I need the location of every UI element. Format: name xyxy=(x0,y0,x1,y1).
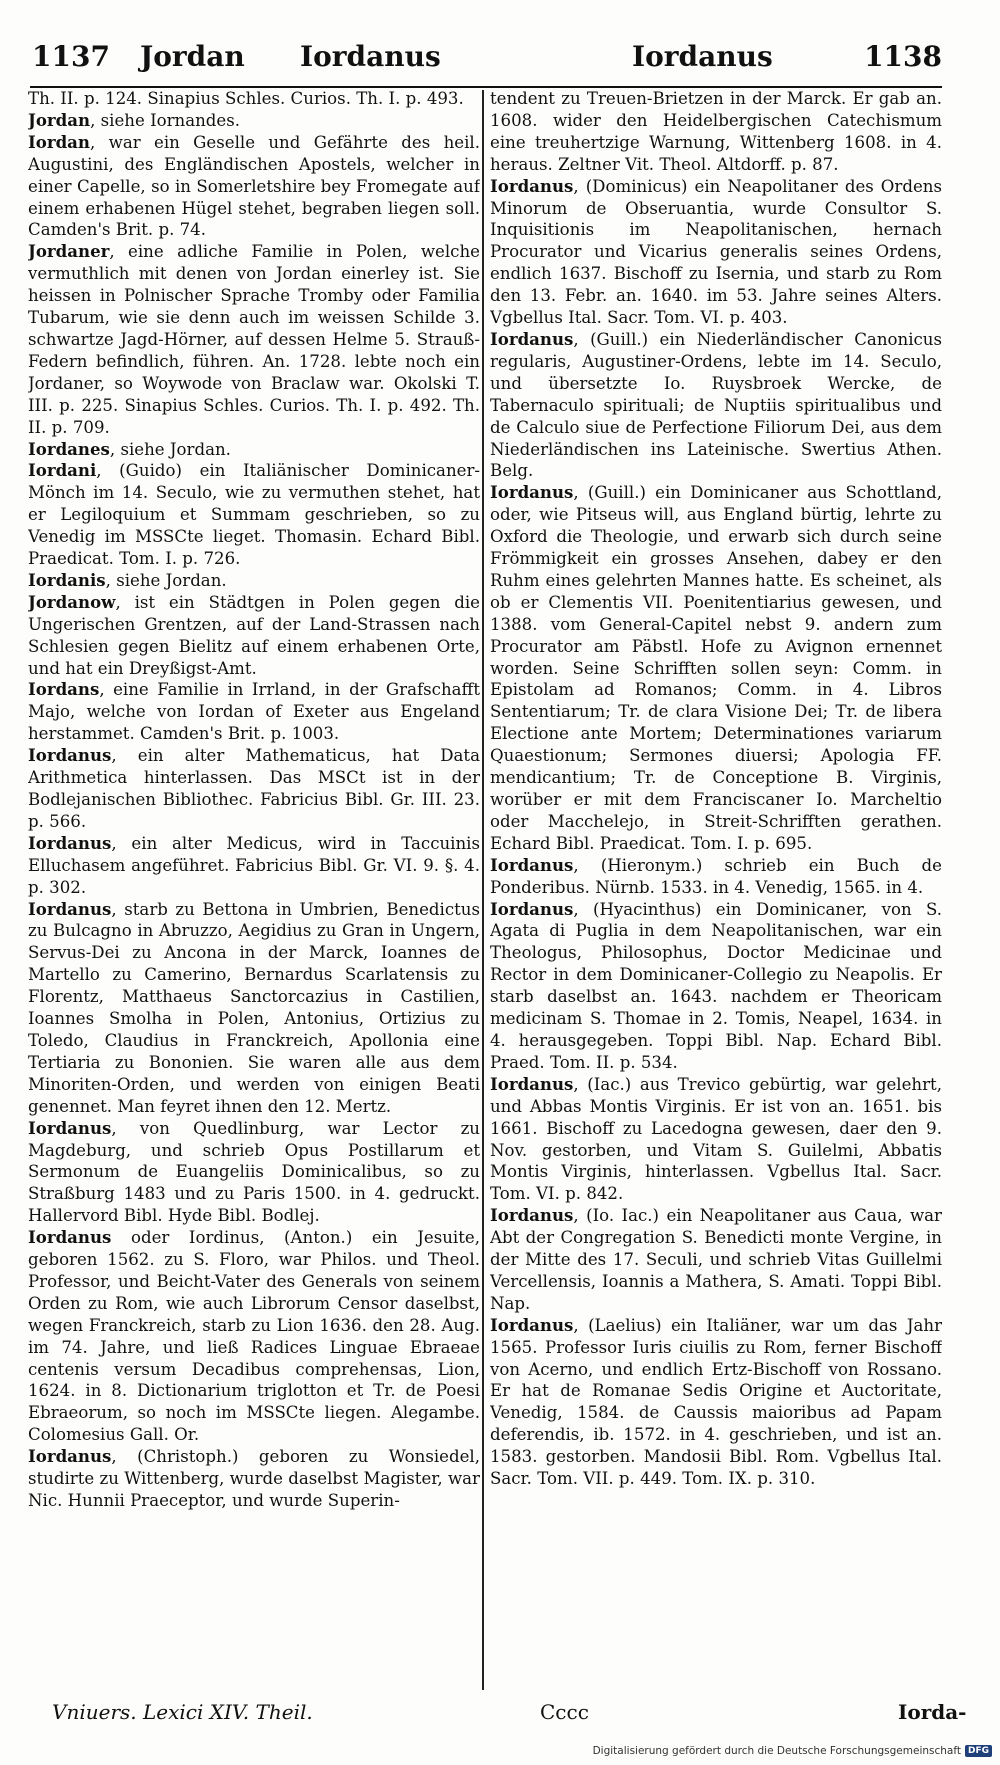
entry-text: , (Guill.) ein Niederländischer Canonicus regularis, Augustiner-Ordens, lebte im 14. Seculo, und übersetzte Io. Ruysbroek Wercke, de Tabernaculo spirituali; de Nuptiis spiritualibus und de Calculo siue de Perfectione Filiorum Dei, aus dem Niederländischen ins Lateinische. Swertius Athen. Belg. xyxy=(490,329,942,481)
entry-text: , (Hyacinthus) ein Dominicaner, von S. Agata di Puglia in dem Neapolitanischen, war ein Theologus, Philosophus, Doctor Medicinae und Rector in dem Dominicaner-Collegio zu Neapolis. Er starb daselbst an. 1643. nachdem er Theoricam medicinam S. Thomae in 2. Tomis, Neapel, 1634. in 4. herausgegeben. Toppi Bibl. Nap. Echard Bibl. Praed. Tom. II. p. 534. xyxy=(490,899,942,1072)
entry-text: , ist ein Städtgen in Polen gegen die Ungerischen Grentzen, auf der Land-Strassen nach Schlesien gegen Bielitz auf einem erhabenen Orte, und hat ein Dreyßigst-Amt. xyxy=(28,592,480,678)
dictionary-entry xyxy=(490,1074,942,1205)
dictionary-entry xyxy=(28,1446,480,1512)
entry-text: , siehe Jordan. xyxy=(109,439,231,459)
entry-text: , (Christoph.) geboren zu Wonsiedel, studirte zu Wittenberg, wurde daselbst Magister, war Nic. Hunnii Praeceptor, und wurde Superin- xyxy=(28,1447,480,1510)
dictionary-entry xyxy=(490,482,942,854)
entry-text: Th. II. p. 124. Sinapius Schles. Curios. Th. I. p. 493. xyxy=(28,89,464,108)
dictionary-entry xyxy=(28,592,480,680)
entry-text: , (Guido) ein Italiänischer Dominicaner-Mönch im 14. Seculo, wie zu vermuthen stehet, hat er Legiloquium et Summam geschrieben, so zu Venedig im MSSCte lieget. Thomasin. Echard Bibl. Praedicat. Tom. I. p. 726. xyxy=(28,461,480,569)
dictionary-entry xyxy=(490,88,942,176)
entry-text: , (Io. Iac.) ein Neapolitaner aus Caua, war Abt der Congregation S. Benedicti monte Vergine, in der Mitte des 17. Seculi, und schrieb Vitas Guillelmi Vercellensis, Ioannis a Mathera, S. Amati. Toppi Bibl. Nap. xyxy=(490,1206,942,1313)
dictionary-entry xyxy=(490,176,942,329)
catchword: Iorda- xyxy=(898,1700,967,1724)
entry-headword: Iordanus xyxy=(490,328,574,349)
dictionary-entry xyxy=(28,679,480,745)
signature-mark: Cccc xyxy=(540,1700,589,1724)
entry-text: , (Laelius) ein Italiäner, war um das Jahr 1565. Professor Iuris ciuilis zu Rom, ferner Bischoff von Acerno, und endlich Ertz-Bischoff von Rossano. Er hat de Romanae Sedis Origine et Auctoritate, Venedig, 1584. de Caussis maioribus ad Papam deferendis, ib. 1572. in 4. geschrieben, und ist an. 1583. gestorben. Mandosii Bibl. Rom. Vgbellus Ital. Sacr. Tom. VII. p. 449. Tom. IX. p. 310. xyxy=(490,1315,942,1489)
entry-headword: Iordanus xyxy=(28,1446,112,1467)
entry-headword: Iordanus xyxy=(490,898,574,919)
entry-text: oder Iordinus, (Anton.) ein Jesuite, geboren 1562. zu S. Floro, war Philos. und Theol. Professor, und Beicht-Vater des Generals von seinem Orden zu Rom, wie auch Librorum Censor daselbst, wegen Franckreich, starb zu Lion 1636. den 28. Aug. im 74. Jahre, und ließ Radices Linguae Ebraeae centenis versum Decadibus comprehensas, Lion, 1624. in 8. Dictionarium triglotton et Tr. de Poesi Ebraeorum, so noch im MSSCte liegen. Alegambe. Colomesius Gall. Or. xyxy=(28,1228,480,1445)
left-column xyxy=(28,88,480,1694)
entry-headword: Jordanow xyxy=(28,591,116,612)
right-column xyxy=(490,88,942,1694)
entry-headword: Iordan xyxy=(28,131,90,152)
dictionary-entry xyxy=(28,570,480,592)
column-divider xyxy=(482,90,484,1690)
dictionary-entry xyxy=(28,1118,480,1228)
volume-line: Vniuers. Lexici XIV. Theil. xyxy=(52,1700,313,1724)
entry-headword: Iordani xyxy=(28,460,97,481)
entry-text: , siehe Iornandes. xyxy=(90,110,241,130)
entry-text: , (Guill.) ein Dominicaner aus Schottland, oder, wie Pitseus will, aus England bürtig, lehrte zu Oxford die Theologie, und erwarb sich durch seine Frömmigkeit ein grosses Ansehen, dabey er den Ruhm eines gelehrten Mannes hatte. Es scheinet, als ob er Clementis VII. Poenitentiarius gewesen, und 1388. vom General-Capitel nebst 9. andern zum Procurator am Päbstl. Hofe zu Avignon ernennet worden. Seine Schrifften sollen seyn: Comm. in Epistolam ad Romanos; Comm. in 4. Libros Sententiarum; Tr. de clara Visione Dei; Tr. de libera Electione ante Mortem; Determinationes variarum Quaestionum; Sermones diuersi; Apologia FF. mendicantium; Tr. de Conceptione B. Virginis, worüber er mit dem Franciscaner Io. Marcheltio oder Macchelejo, in Streit-Schrifften gerathen. Echard Bibl. Praedicat. Tom. I. p. 695. xyxy=(490,483,942,853)
right-running-title: Iordanus xyxy=(632,40,773,73)
running-header xyxy=(32,40,942,80)
dictionary-entry xyxy=(28,110,480,132)
entry-text: tendent zu Treuen-Brietzen in der Marck. Er gab an. 1608. wider den Heidelbergischen Catechismum eine treuhertzige Warnung, Wittenberg 1608. in 4. heraus. Zeltner Vit. Theol. Altdorff. p. 87. xyxy=(490,89,942,174)
dictionary-entry xyxy=(490,329,942,482)
entry-headword: Iordanus xyxy=(28,898,112,919)
entry-text: , (Hieronym.) schrieb ein Buch de Ponderibus. Nürnb. 1533. in 4. Venedig, 1565. in 4. xyxy=(490,855,942,897)
entry-headword: Iordanus xyxy=(28,832,112,853)
page-footer xyxy=(0,1700,1000,1730)
entry-headword: Iordans xyxy=(28,679,100,700)
entry-text: , (Iac.) aus Trevico gebürtig, war gelehrt, und Abbas Montis Virginis. Er ist von an. 1651. bis 1661. Bischoff zu Lacedogna gewesen, daer den 9. Nov. gestorben, und Vitam S. Guilelmi, Abbatis Montis Virginis, hinterlassen. Vgbellus Ital. Sacr. Tom. VI. p. 842. xyxy=(490,1074,942,1204)
right-page-number: 1138 xyxy=(864,40,942,73)
entry-headword: Iordanus xyxy=(28,745,112,766)
credit-text: Digitalisierung gefördert durch die Deutsche Forschungsgemeinschaft xyxy=(592,1745,961,1757)
entry-text: , siehe Jordan. xyxy=(105,570,227,590)
entry-headword: Iordanus xyxy=(28,1227,112,1248)
entry-headword: Iordanus xyxy=(490,1073,574,1094)
digitization-credit xyxy=(593,1745,992,1757)
dictionary-entry xyxy=(490,1315,942,1490)
entry-headword: Iordanus xyxy=(490,1205,574,1226)
entry-headword: Iordanus xyxy=(490,854,574,875)
entry-headword: Iordanus xyxy=(490,482,574,503)
dictionary-entry xyxy=(28,460,480,570)
entry-headword: Jordaner xyxy=(28,241,110,262)
dictionary-entry xyxy=(490,855,942,899)
entry-headword: Iordanis xyxy=(28,569,106,590)
entry-text: , ein alter Mathematicus, hat Data Arithmetica hinterlassen. Das MSCt ist in der Bodlejanischen Bibliothec. Fabricius Bibl. Gr. III. 23. p. 566. xyxy=(28,746,480,831)
dictionary-entry xyxy=(28,132,480,242)
entry-headword: Iordanus xyxy=(28,1117,112,1138)
entry-headword: Jordan xyxy=(28,109,91,130)
dictionary-entry xyxy=(490,1205,942,1315)
left-running-title-german: Jordan xyxy=(140,40,245,73)
dictionary-entry xyxy=(28,88,480,110)
entry-text: , starb zu Bettona in Umbrien, Benedictus zu Bulcagno in Abruzzo, Aegidius zu Gran in Ungern, Servus-Dei zu Ancona in der Marck, Ioannes de Martello zu Camerino, Bernardus Scarlatensis zu Florentz, Matthaeus Sanctorcazius in Castilien, Ioannes Smolha in Polen, Antonius, Ortizius zu Toledo, Claudius in Franckreich, Apollonia eine Tertiaria zu Bononien. Sie waren alle aus dem Minoriten-Orden, und werden von einigen Beati genennet. Man feyret ihnen den 12. Mertz. xyxy=(28,899,480,1116)
entry-text: , von Quedlinburg, war Lector zu Magdeburg, und schrieb Opus Postillarum et Sermonum de Euangeliis Dominicalibus, so zu Straßburg 1483 und zu Paris 1500. in 4. gedruckt. Hallervord Bibl. Hyde Bibl. Bodlej. xyxy=(28,1118,480,1226)
left-page-number: 1137 xyxy=(32,40,110,73)
entry-headword: Iordanus xyxy=(490,1314,574,1335)
dictionary-entry xyxy=(28,833,480,899)
dictionary-entry xyxy=(28,1227,480,1446)
dictionary-entry xyxy=(28,899,480,1118)
dictionary-entry xyxy=(28,745,480,833)
dictionary-entry xyxy=(28,241,480,438)
entry-text: , war ein Geselle und Gefährte des heil. Augustini, des Engländischen Apostels, welcher in einer Capelle, so in Somerletshire bey Fromegate auf einem erhabenen Hügel stehet, begraben liegen soll. Camden's Brit. p. 74. xyxy=(28,132,480,240)
entry-text: , eine adliche Familie in Polen, welche vermuthlich mit denen von Jordan einerley ist. Sie heissen in Polnischer Sprache Tromby oder Familia Tubarum, wie sie denn auch im weissen Schilde 3. schwartze Jagd-Hörner, auf dessen Helme 5. Strauß-Federn befindlich, führen. An. 1728. lebte noch ein Jordaner, so Woywode von Braclaw war. Okolski T. III. p. 225. Sinapius Schles. Curios. Th. I. p. 492. Th. II. p. 709. xyxy=(28,242,480,437)
entry-text: , (Dominicus) ein Neapolitaner des Ordens Minorum de Obseruantia, wurde Consultor S. Inquisitionis im Neapolitanischen, hernach Procurator und Vicarius generalis seines Ordens, endlich 1637. Bischoff zu Isernia, und starb zu Rom den 13. Febr. an. 1640. im 53. Jahre seines Alters. Vgbellus Ital. Sacr. Tom. VI. p. 403. xyxy=(490,176,942,328)
entry-text: , eine Familie in Irrland, in der Grafschafft Majo, welche von Iordan of Exeter aus Engeland herstammet. Camden's Brit. p. 1003. xyxy=(28,680,480,744)
entry-headword: Iordanus xyxy=(490,175,574,196)
dictionary-entry xyxy=(28,439,480,461)
dfg-logo-icon: DFG xyxy=(965,1745,992,1757)
entry-text: , ein alter Medicus, wird in Taccuinis Elluchasem angeführet. Fabricius Bibl. Gr. VI. 9. §. 4. p. 302. xyxy=(28,833,480,897)
entry-headword: Iordanes xyxy=(28,438,110,459)
left-running-title-latin: Iordanus xyxy=(300,40,441,73)
dictionary-entry xyxy=(490,899,942,1074)
